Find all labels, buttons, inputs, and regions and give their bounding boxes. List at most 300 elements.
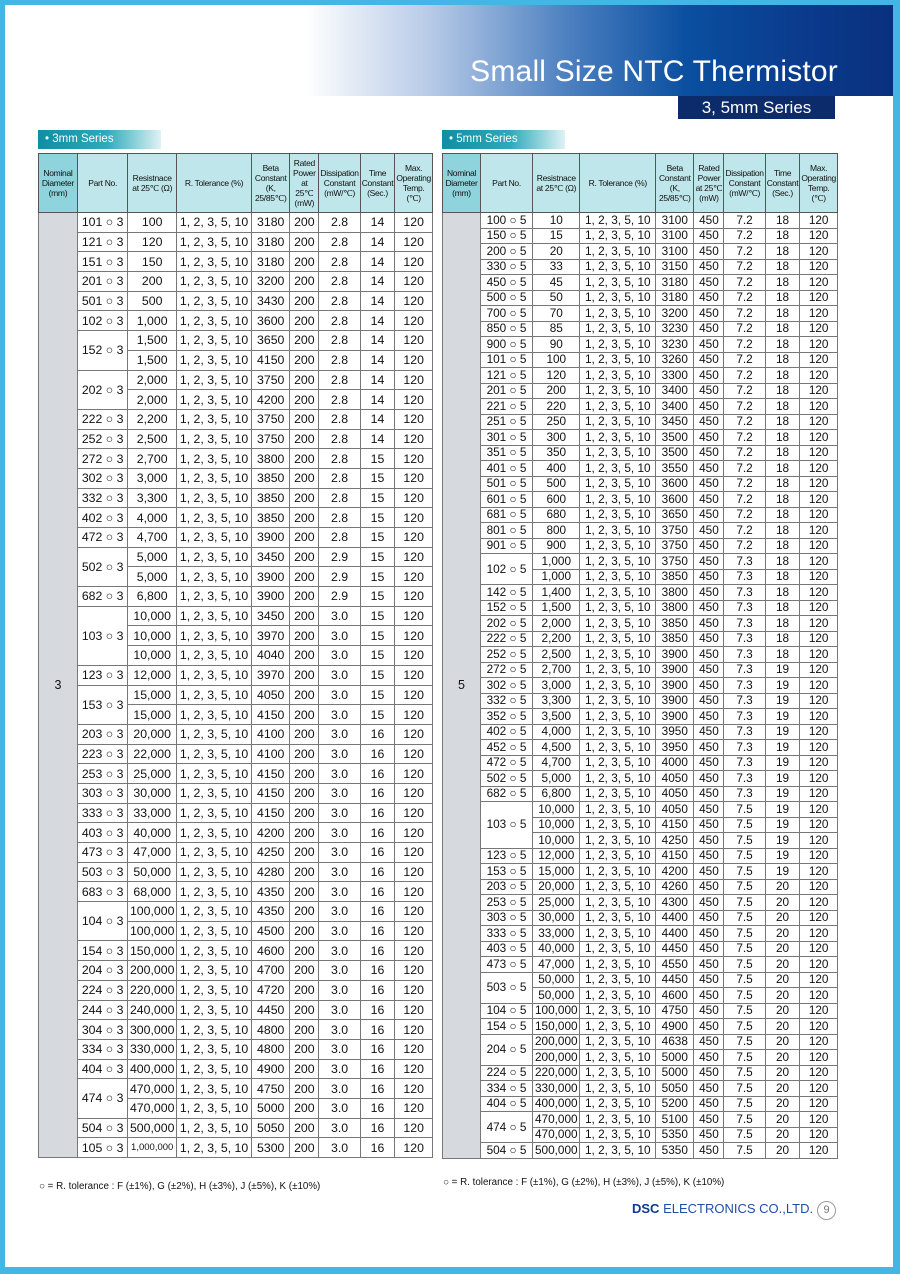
resistance-cell: 2,200	[128, 409, 177, 429]
rated-power-cell: 450	[694, 1143, 724, 1159]
tolerance-cell: 1, 2, 3, 5, 10	[176, 961, 251, 981]
part-number-cell: 474 ○ 3	[77, 1079, 128, 1118]
max-temp-cell: 120	[800, 554, 838, 570]
tolerance-cell: 1, 2, 3, 5, 10	[580, 213, 656, 229]
tolerance-cell: 1, 2, 3, 5, 10	[176, 528, 251, 548]
resistance-cell: 240,000	[128, 1000, 177, 1020]
max-temp-cell: 120	[395, 646, 433, 666]
max-temp-cell: 120	[800, 461, 838, 477]
beta-constant-cell: 3850	[252, 468, 290, 488]
part-number-cell: 681 ○ 5	[480, 507, 532, 523]
beta-constant-cell: 3450	[252, 547, 290, 567]
dissipation-constant-cell: 7.2	[724, 445, 765, 461]
dissipation-constant-cell: 3.0	[319, 941, 360, 961]
part-number-cell: 351 ○ 5	[480, 445, 532, 461]
rated-power-cell: 200	[290, 213, 319, 233]
tolerance-cell: 1, 2, 3, 5, 10	[176, 862, 251, 882]
time-constant-cell: 20	[765, 1034, 800, 1050]
rated-power-cell: 450	[694, 259, 724, 275]
resistance-cell: 100,000	[128, 902, 177, 922]
rated-power-cell: 200	[290, 941, 319, 961]
table-row	[39, 468, 433, 488]
part-number-cell: 153 ○ 5	[480, 864, 532, 880]
resistance-cell: 4,500	[533, 740, 580, 756]
beta-constant-cell: 4050	[656, 771, 694, 787]
tolerance-cell: 1, 2, 3, 5, 10	[580, 1143, 656, 1159]
time-constant-cell: 15	[360, 705, 395, 725]
rated-power-cell: 200	[290, 606, 319, 626]
beta-constant-cell: 3230	[656, 337, 694, 353]
time-constant-cell: 16	[360, 941, 395, 961]
part-number-cell: 504 ○ 3	[77, 1118, 128, 1138]
dissipation-constant-cell: 7.2	[724, 368, 765, 384]
max-temp-cell: 120	[395, 941, 433, 961]
tolerance-cell: 1, 2, 3, 5, 10	[176, 213, 251, 233]
part-number-cell: 154 ○ 3	[77, 941, 128, 961]
beta-constant-cell: 4800	[252, 1039, 290, 1059]
tolerance-cell: 1, 2, 3, 5, 10	[580, 817, 656, 833]
table-row	[443, 445, 838, 461]
resistance-cell: 350	[533, 445, 580, 461]
resistance-cell: 100,000	[533, 1003, 580, 1019]
max-temp-cell: 120	[395, 1020, 433, 1040]
beta-constant-cell: 3800	[656, 585, 694, 601]
max-temp-cell: 120	[800, 1096, 838, 1112]
time-constant-cell: 16	[360, 862, 395, 882]
tolerance-cell: 1, 2, 3, 5, 10	[580, 678, 656, 694]
max-temp-cell: 120	[800, 1081, 838, 1097]
resistance-cell: 330,000	[533, 1081, 580, 1097]
time-constant-cell: 20	[765, 972, 800, 988]
table-row	[39, 547, 433, 567]
beta-constant-cell: 4800	[252, 1020, 290, 1040]
max-temp-cell: 120	[800, 724, 838, 740]
rated-power-cell: 450	[694, 476, 724, 492]
rated-power-cell: 200	[290, 311, 319, 331]
table-row	[443, 972, 838, 988]
rated-power-cell: 450	[694, 740, 724, 756]
brand-logo: DSC	[632, 1201, 660, 1216]
max-temp-cell: 120	[800, 383, 838, 399]
dissipation-constant-cell: 2.8	[319, 429, 360, 449]
table-body	[39, 213, 433, 1158]
tolerance-cell: 1, 2, 3, 5, 10	[580, 445, 656, 461]
part-number-cell: 252 ○ 5	[480, 647, 532, 663]
table-row	[443, 848, 838, 864]
resistance-cell: 3,000	[128, 468, 177, 488]
beta-constant-cell: 3230	[656, 321, 694, 337]
spec-table-3mm	[38, 153, 433, 1158]
resistance-cell: 470,000	[533, 1127, 580, 1143]
max-temp-cell: 120	[800, 616, 838, 632]
dissipation-constant-cell: 7.5	[724, 848, 765, 864]
beta-constant-cell: 5050	[656, 1081, 694, 1097]
table-row	[39, 291, 433, 311]
resistance-cell: 300,000	[128, 1020, 177, 1040]
resistance-cell: 100,000	[128, 921, 177, 941]
column-header: R. Tolerance (%)	[580, 154, 656, 213]
max-temp-cell: 120	[800, 259, 838, 275]
table-row	[39, 429, 433, 449]
dissipation-constant-cell: 3.0	[319, 606, 360, 626]
beta-constant-cell: 3900	[656, 662, 694, 678]
tolerance-cell: 1, 2, 3, 5, 10	[176, 429, 251, 449]
tolerance-cell: 1, 2, 3, 5, 10	[580, 879, 656, 895]
max-temp-cell: 120	[395, 665, 433, 685]
time-constant-cell: 19	[765, 864, 800, 880]
max-temp-cell: 120	[395, 409, 433, 429]
rated-power-cell: 450	[694, 864, 724, 880]
dissipation-constant-cell: 7.5	[724, 941, 765, 957]
time-constant-cell: 20	[765, 1050, 800, 1066]
beta-constant-cell: 3600	[252, 311, 290, 331]
beta-constant-cell: 3750	[656, 523, 694, 539]
max-temp-cell: 120	[800, 817, 838, 833]
rated-power-cell: 200	[290, 1039, 319, 1059]
rated-power-cell: 450	[694, 709, 724, 725]
beta-constant-cell: 4250	[656, 833, 694, 849]
rated-power-cell: 450	[694, 1003, 724, 1019]
part-number-cell: 102 ○ 3	[77, 311, 128, 331]
dissipation-constant-cell: 7.3	[724, 616, 765, 632]
part-number-cell: 142 ○ 5	[480, 585, 532, 601]
time-constant-cell: 19	[765, 709, 800, 725]
resistance-cell: 30,000	[128, 783, 177, 803]
time-constant-cell: 18	[765, 399, 800, 415]
time-constant-cell: 18	[765, 352, 800, 368]
max-temp-cell: 120	[800, 538, 838, 554]
max-temp-cell: 120	[800, 1112, 838, 1128]
max-temp-cell: 120	[800, 306, 838, 322]
tolerance-cell: 1, 2, 3, 5, 10	[176, 587, 251, 607]
resistance-cell: 10,000	[533, 802, 580, 818]
part-number-cell: 403 ○ 3	[77, 823, 128, 843]
max-temp-cell: 120	[800, 631, 838, 647]
rated-power-cell: 200	[290, 528, 319, 548]
part-number-cell: 204 ○ 5	[480, 1034, 532, 1065]
column-header: Resistnace at 25℃ (Ω)	[533, 154, 580, 213]
rated-power-cell: 200	[290, 803, 319, 823]
part-number-cell: 334 ○ 3	[77, 1039, 128, 1059]
part-number-cell: 472 ○ 5	[480, 755, 532, 771]
beta-constant-cell: 3180	[252, 252, 290, 272]
rated-power-cell: 450	[694, 724, 724, 740]
rated-power-cell: 450	[694, 492, 724, 508]
max-temp-cell: 120	[800, 321, 838, 337]
part-number-cell: 272 ○ 5	[480, 662, 532, 678]
time-constant-cell: 16	[360, 744, 395, 764]
max-temp-cell: 120	[395, 744, 433, 764]
table-row	[443, 213, 838, 229]
column-header: Part No.	[480, 154, 532, 213]
beta-constant-cell: 3500	[656, 430, 694, 446]
time-constant-cell: 18	[765, 445, 800, 461]
resistance-cell: 25,000	[128, 764, 177, 784]
resistance-cell: 3,300	[533, 693, 580, 709]
part-number-cell: 503 ○ 3	[77, 862, 128, 882]
rated-power-cell: 200	[290, 980, 319, 1000]
rated-power-cell: 450	[694, 1127, 724, 1143]
tolerance-cell: 1, 2, 3, 5, 10	[176, 705, 251, 725]
dissipation-constant-cell: 3.0	[319, 764, 360, 784]
rated-power-cell: 200	[290, 409, 319, 429]
time-constant-cell: 16	[360, 1000, 395, 1020]
tolerance-cell: 1, 2, 3, 5, 10	[580, 1112, 656, 1128]
beta-constant-cell: 5200	[656, 1096, 694, 1112]
column-header: Part No.	[77, 154, 128, 213]
max-temp-cell: 120	[395, 1138, 433, 1158]
part-number-cell: 333 ○ 3	[77, 803, 128, 823]
time-constant-cell: 18	[765, 275, 800, 291]
rated-power-cell: 200	[290, 665, 319, 685]
tolerance-cell: 1, 2, 3, 5, 10	[580, 228, 656, 244]
table-row	[443, 414, 838, 430]
dissipation-constant-cell: 7.3	[724, 724, 765, 740]
part-number-cell: 302 ○ 5	[480, 678, 532, 694]
beta-constant-cell: 3100	[656, 228, 694, 244]
time-constant-cell: 15	[360, 646, 395, 666]
resistance-cell: 2,000	[128, 390, 177, 410]
dissipation-constant-cell: 2.8	[319, 311, 360, 331]
beta-constant-cell: 4260	[656, 879, 694, 895]
resistance-cell: 22,000	[128, 744, 177, 764]
rated-power-cell: 450	[694, 461, 724, 477]
max-temp-cell: 120	[800, 678, 838, 694]
time-constant-cell: 19	[765, 817, 800, 833]
time-constant-cell: 20	[765, 910, 800, 926]
resistance-cell: 15,000	[128, 705, 177, 725]
time-constant-cell: 18	[765, 414, 800, 430]
time-constant-cell: 18	[765, 259, 800, 275]
dissipation-constant-cell: 7.2	[724, 275, 765, 291]
rated-power-cell: 450	[694, 600, 724, 616]
max-temp-cell: 120	[800, 337, 838, 353]
header-row	[39, 154, 433, 213]
dissipation-constant-cell: 7.2	[724, 383, 765, 399]
nominal-diameter-cell: 5	[443, 213, 481, 1159]
table-row	[443, 259, 838, 275]
resistance-cell: 2,700	[128, 449, 177, 469]
max-temp-cell: 120	[395, 449, 433, 469]
max-temp-cell: 120	[395, 626, 433, 646]
beta-constant-cell: 4150	[252, 705, 290, 725]
rated-power-cell: 450	[694, 523, 724, 539]
table-row	[39, 882, 433, 902]
part-number-cell: 222 ○ 3	[77, 409, 128, 429]
beta-constant-cell: 4200	[656, 864, 694, 880]
time-constant-cell: 18	[765, 213, 800, 229]
resistance-cell: 400,000	[533, 1096, 580, 1112]
rated-power-cell: 450	[694, 957, 724, 973]
dissipation-constant-cell: 7.5	[724, 802, 765, 818]
company-name: ELECTRONICS CO.,LTD.	[659, 1201, 814, 1216]
time-constant-cell: 14	[360, 272, 395, 292]
part-number-cell: 452 ○ 5	[480, 740, 532, 756]
resistance-cell: 3,000	[533, 678, 580, 694]
max-temp-cell: 120	[395, 705, 433, 725]
time-constant-cell: 15	[360, 488, 395, 508]
table-row	[39, 961, 433, 981]
part-number-cell: 333 ○ 5	[480, 926, 532, 942]
part-number-cell: 103 ○ 3	[77, 606, 128, 665]
beta-constant-cell: 5000	[252, 1098, 290, 1118]
max-temp-cell: 120	[800, 213, 838, 229]
table-row	[443, 693, 838, 709]
dissipation-constant-cell: 7.5	[724, 972, 765, 988]
resistance-cell: 3,300	[128, 488, 177, 508]
resistance-cell: 120	[533, 368, 580, 384]
resistance-cell: 33,000	[533, 926, 580, 942]
beta-constant-cell: 4150	[656, 848, 694, 864]
beta-constant-cell: 3500	[656, 445, 694, 461]
resistance-cell: 50,000	[128, 862, 177, 882]
rated-power-cell: 450	[694, 1081, 724, 1097]
part-number-cell: 682 ○ 3	[77, 587, 128, 607]
tolerance-cell: 1, 2, 3, 5, 10	[176, 409, 251, 429]
max-temp-cell: 120	[800, 476, 838, 492]
tolerance-cell: 1, 2, 3, 5, 10	[580, 1127, 656, 1143]
resistance-cell: 4,000	[533, 724, 580, 740]
rated-power-cell: 200	[290, 1138, 319, 1158]
resistance-cell: 12,000	[128, 665, 177, 685]
resistance-cell: 10,000	[128, 606, 177, 626]
dissipation-constant-cell: 7.5	[724, 1019, 765, 1035]
part-number-cell: 102 ○ 5	[480, 554, 532, 585]
dissipation-constant-cell: 3.0	[319, 921, 360, 941]
resistance-cell: 4,700	[128, 528, 177, 548]
beta-constant-cell: 3750	[252, 409, 290, 429]
max-temp-cell: 120	[800, 864, 838, 880]
resistance-cell: 15	[533, 228, 580, 244]
max-temp-cell: 120	[395, 921, 433, 941]
resistance-cell: 10,000	[128, 646, 177, 666]
time-constant-cell: 16	[360, 1138, 395, 1158]
tolerance-cell: 1, 2, 3, 5, 10	[580, 321, 656, 337]
table-row	[443, 724, 838, 740]
table-row	[443, 802, 838, 818]
tolerance-cell: 1, 2, 3, 5, 10	[580, 647, 656, 663]
beta-constant-cell: 3900	[252, 567, 290, 587]
beta-constant-cell: 4450	[656, 972, 694, 988]
max-temp-cell: 120	[800, 802, 838, 818]
column-header: Dissipation Constant (mW/℃)	[319, 154, 360, 213]
table-row	[39, 488, 433, 508]
part-number-cell: 700 ○ 5	[480, 306, 532, 322]
rated-power-cell: 450	[694, 275, 724, 291]
table-body	[443, 213, 838, 1159]
beta-constant-cell: 5300	[252, 1138, 290, 1158]
nominal-diameter-cell: 3	[39, 213, 78, 1158]
part-number-cell: 202 ○ 3	[77, 370, 128, 409]
dissipation-constant-cell: 7.2	[724, 538, 765, 554]
max-temp-cell: 120	[800, 755, 838, 771]
table-row	[443, 864, 838, 880]
max-temp-cell: 120	[800, 709, 838, 725]
tolerance-cell: 1, 2, 3, 5, 10	[176, 468, 251, 488]
tolerance-note-3mm: ○ = R. tolerance : F (±1%), G (±2%), H (±3%), J (±5%), K (±10%)	[39, 1181, 321, 1192]
table-row	[39, 331, 433, 351]
resistance-cell: 10,000	[128, 626, 177, 646]
tolerance-cell: 1, 2, 3, 5, 10	[176, 1020, 251, 1040]
rated-power-cell: 200	[290, 1000, 319, 1020]
spec-table-5mm	[442, 153, 838, 1159]
table-row	[443, 538, 838, 554]
rated-power-cell: 450	[694, 678, 724, 694]
time-constant-cell: 15	[360, 449, 395, 469]
max-temp-cell: 120	[395, 291, 433, 311]
max-temp-cell: 120	[800, 492, 838, 508]
tolerance-cell: 1, 2, 3, 5, 10	[176, 1138, 251, 1158]
dissipation-constant-cell: 7.5	[724, 910, 765, 926]
table-row	[443, 616, 838, 632]
part-number-cell: 404 ○ 3	[77, 1059, 128, 1079]
tolerance-cell: 1, 2, 3, 5, 10	[580, 709, 656, 725]
tolerance-cell: 1, 2, 3, 5, 10	[580, 368, 656, 384]
tolerance-cell: 1, 2, 3, 5, 10	[580, 864, 656, 880]
beta-constant-cell: 3450	[252, 606, 290, 626]
rated-power-cell: 200	[290, 882, 319, 902]
resistance-cell: 220	[533, 399, 580, 415]
column-header: Nominal Diameter (mm)	[39, 154, 78, 213]
rated-power-cell: 450	[694, 321, 724, 337]
resistance-cell: 100	[533, 352, 580, 368]
table-row	[39, 1059, 433, 1079]
part-number-cell: 502 ○ 3	[77, 547, 128, 586]
dissipation-constant-cell: 3.0	[319, 1059, 360, 1079]
rated-power-cell: 450	[694, 569, 724, 585]
resistance-cell: 4,700	[533, 755, 580, 771]
resistance-cell: 150,000	[128, 941, 177, 961]
part-number-cell: 272 ○ 3	[77, 449, 128, 469]
dissipation-constant-cell: 3.0	[319, 724, 360, 744]
dissipation-constant-cell: 7.2	[724, 352, 765, 368]
tolerance-cell: 1, 2, 3, 5, 10	[580, 538, 656, 554]
rated-power-cell: 450	[694, 1050, 724, 1066]
dissipation-constant-cell: 7.2	[724, 213, 765, 229]
table-row	[443, 926, 838, 942]
table-row	[443, 879, 838, 895]
rated-power-cell: 200	[290, 783, 319, 803]
beta-constant-cell: 4600	[656, 988, 694, 1004]
dissipation-constant-cell: 7.3	[724, 786, 765, 802]
dissipation-constant-cell: 7.2	[724, 259, 765, 275]
resistance-cell: 500	[533, 476, 580, 492]
rated-power-cell: 450	[694, 585, 724, 601]
dissipation-constant-cell: 3.0	[319, 744, 360, 764]
resistance-cell: 1,000	[533, 569, 580, 585]
rated-power-cell: 200	[290, 646, 319, 666]
time-constant-cell: 14	[360, 331, 395, 351]
table-row	[39, 823, 433, 843]
tolerance-cell: 1, 2, 3, 5, 10	[580, 476, 656, 492]
time-constant-cell: 16	[360, 803, 395, 823]
table-row	[443, 244, 838, 260]
dissipation-constant-cell: 3.0	[319, 705, 360, 725]
dissipation-constant-cell: 7.3	[724, 600, 765, 616]
rated-power-cell: 450	[694, 771, 724, 787]
resistance-cell: 30,000	[533, 910, 580, 926]
rated-power-cell: 450	[694, 631, 724, 647]
part-number-cell: 302 ○ 3	[77, 468, 128, 488]
time-constant-cell: 18	[765, 647, 800, 663]
part-number-cell: 103 ○ 5	[480, 802, 532, 849]
tolerance-cell: 1, 2, 3, 5, 10	[580, 616, 656, 632]
beta-constant-cell: 3900	[656, 678, 694, 694]
table-row	[39, 764, 433, 784]
tolerance-cell: 1, 2, 3, 5, 10	[176, 1059, 251, 1079]
dissipation-constant-cell: 7.3	[724, 554, 765, 570]
rated-power-cell: 200	[290, 1059, 319, 1079]
